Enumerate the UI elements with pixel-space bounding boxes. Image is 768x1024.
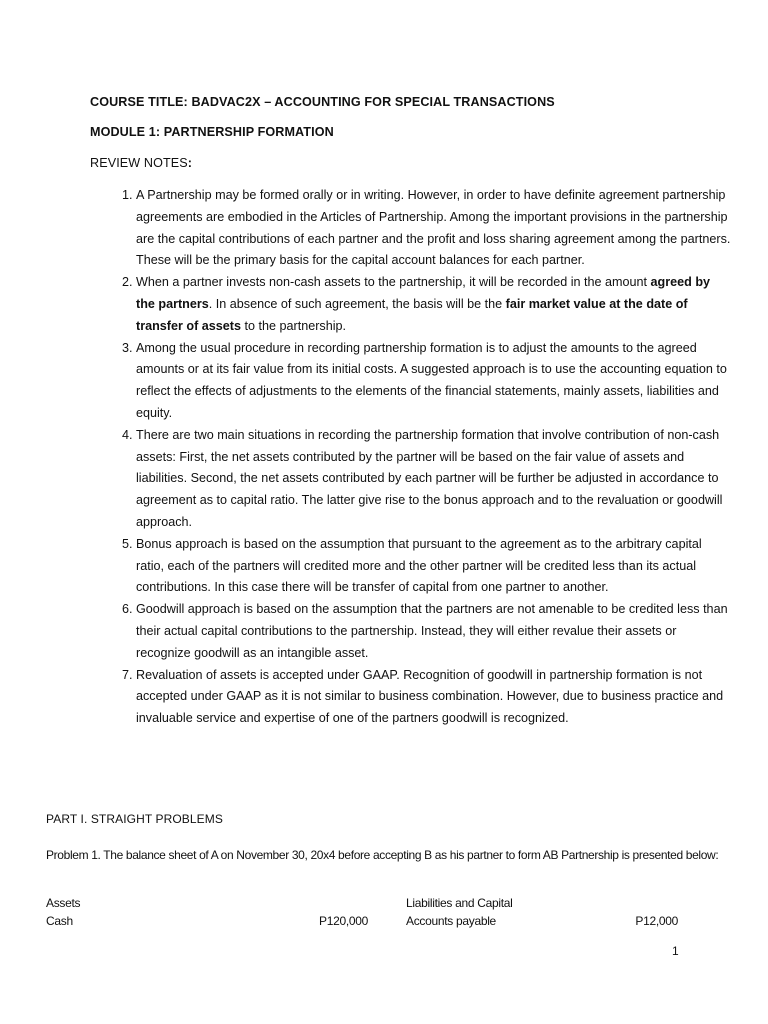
module-title: MODULE 1: PARTNERSHIP FORMATION	[90, 125, 334, 139]
note-item-6: 6. Goodwill approach is based on the assumption that the partners are not amenable to be credited less than their actual capital contributions to the partnership. Instead, they will either revalue their assets or recognize goodwill as an intangible asset.	[136, 599, 732, 664]
note-item-5: 5. Bonus approach is based on the assumption that pursuant to the agreement as to the arbitrary capital ratio, each of the partners will credited more and the other partner will be credited less than its actual contributions. In this case there will be transfer of capital from one partner to another.	[136, 534, 732, 599]
balance-sheet-assets-header: Assets	[46, 896, 81, 910]
part-title: PART I. STRAIGHT PROBLEMS	[46, 812, 223, 826]
balance-sheet-payable-label: Accounts payable	[406, 914, 496, 928]
note-item-7: 7. Revaluation of assets is accepted under GAAP. Recognition of goodwill in partnership formation is not accepted under GAAP as it is not similar to business combination. However, due to business practice and invaluable service and expertise of one of the partners goodwill is recognized.	[136, 665, 732, 730]
note-item-3: 3. Among the usual procedure in recording partnership formation is to adjust the amounts to the agreed amounts or at its fair value from its initial costs. A suggested approach is to use the accounting equation to reflect the effects of adjustments to the elements of the financial statements, mainly assets, liabilities and equity.	[136, 338, 732, 425]
balance-sheet-cash-value: P120,000	[319, 914, 368, 928]
note-item-4: 4. There are two main situations in recording the partnership formation that involve contribution of non-cash assets: First, the net assets contributed by the partner will be based on the fair value of assets and liabilities. Second, the net assets contributed by each partner will be further be adjusted in accordance to agreement as to capital ratio. The latter give rise to the bonus approach and to the revaluation or goodwill approach.	[136, 425, 732, 534]
balance-sheet-liabilities-header: Liabilities and Capital	[406, 896, 513, 910]
course-title: COURSE TITLE: BADVAC2X – ACCOUNTING FOR SPECIAL TRANSACTIONS	[90, 95, 555, 109]
page-number: 1	[672, 944, 679, 958]
review-notes-label: REVIEW NOTES:	[90, 156, 193, 170]
review-notes-list	[90, 185, 732, 730]
note-item-2: 2. When a partner invests non-cash assets to the partnership, it will be recorded in the amount agreed by the partners. In absence of such agreement, the basis will be the fair market value at the date of transfer of assets to the partnership.	[136, 272, 732, 337]
note-item-1: 1. A Partnership may be formed orally or in writing. However, in order to have definite agreement partnership agreements are embodied in the Articles of Partnership. Among the important provisions in the partnership are the capital contributions of each partner and the profit and loss sharing agreement among the partners. These will be the primary basis for the capital account balances for each partner.	[136, 185, 732, 272]
balance-sheet-cash-label: Cash	[46, 914, 73, 928]
problem-1-text: Problem 1. The balance sheet of A on November 30, 20x4 before accepting B as his partner to form AB Partnership is presented below:	[46, 848, 719, 862]
balance-sheet-payable-value: P12,000	[635, 914, 678, 928]
